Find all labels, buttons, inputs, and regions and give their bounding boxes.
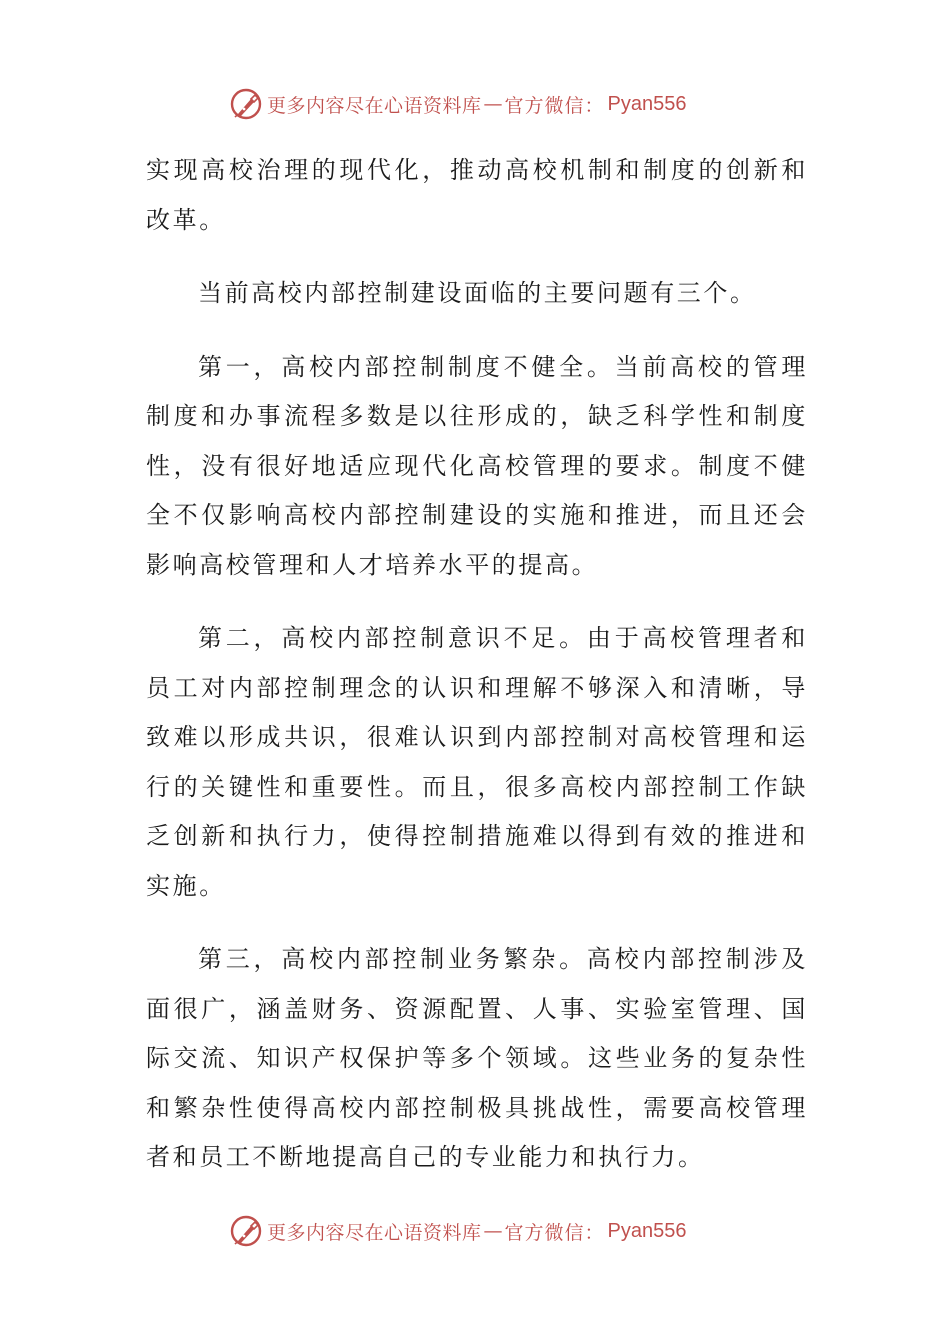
- header-watermark: [229, 86, 687, 122]
- watermark-dash: —: [483, 1220, 503, 1242]
- footer-watermark: [229, 1213, 687, 1249]
- watermark-site-title: 更多内容尽在心语资料库: [267, 94, 482, 117]
- document-body: [146, 146, 808, 1207]
- paragraph-third-issue: 第三，高校内部控制业务繁杂。高校内部控制涉及面很广，涵盖财务、资源配置、人事、实验室管理、国际交流、知识产权保护等多个领域。这些业务的复杂性和繁杂性使得高校内部控制极具挑战性，需要高校管理者和员工不断地提高自己的专业能力和执行力。: [146, 945, 808, 1171]
- paragraph-continuation: 实现高校治理的现代化，推动高校机制和制度的创新和改革。: [146, 156, 808, 234]
- pen-nib-logo-icon: [229, 87, 263, 121]
- paragraph-first-issue: 第一，高校内部控制制度不健全。当前高校的管理制度和办事流程多数是以往形成的，缺乏科学性和制度性，没有很好地适应现代化高校管理的要求。制度不健全不仅影响高校内部控制建设的实施和推进，而且还会影响高校管理和人才培养水平的提高。: [146, 352, 808, 579]
- pen-nib-logo-icon: [229, 1214, 263, 1248]
- paragraph-second-issue: 第二，高校内部控制意识不足。由于高校管理者和员工对内部控制理念的认识和理解不够深入和清晰，导致难以形成共识，很难认识到内部控制对高校管理和运行的关键性和重要性。而且，很多高校内部控制工作缺乏创新和执行力，使得控制措施难以得到有效的推进和实施。: [146, 624, 808, 900]
- watermark-official-label: 官方微信：: [504, 94, 605, 117]
- watermark-official-label: 官方微信：: [504, 1221, 605, 1244]
- watermark-site-title: 更多内容尽在心语资料库: [267, 1221, 482, 1244]
- watermark-dash: —: [483, 93, 503, 115]
- watermark-wechat-id: Pyan556: [607, 1219, 687, 1242]
- paragraph-intro: 当前高校内部控制建设面临的主要问题有三个。: [198, 279, 757, 307]
- watermark-wechat-id: Pyan556: [607, 92, 687, 115]
